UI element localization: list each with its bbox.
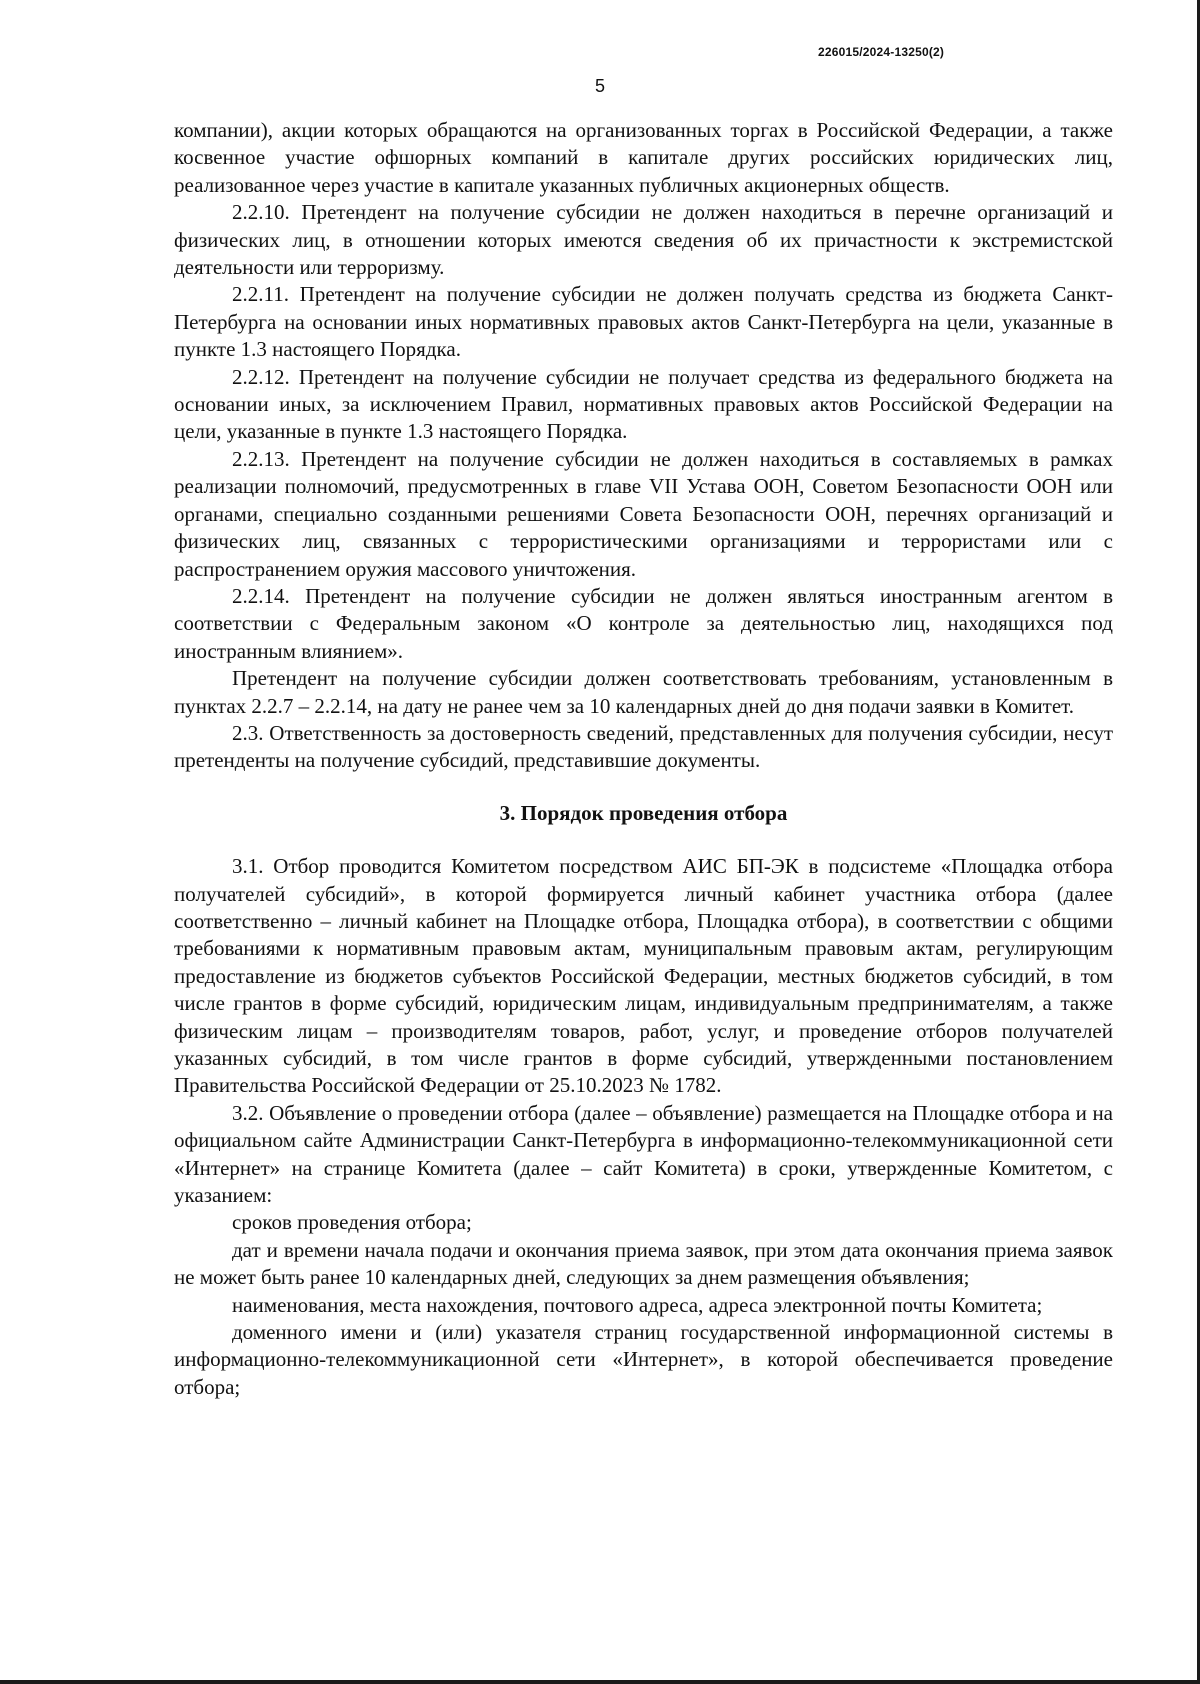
document-body xyxy=(174,117,1113,1401)
paragraph-2-3: 2.3. Ответственность за достоверность сведений, представленных для получения субсидии, несут претенденты на получение субсидий, представившие документы. xyxy=(174,720,1113,773)
paragraph-3-2: 3.2. Объявление о проведении отбора (далее – объявление) размещается на Площадке отбора и на официальном сайте Администрации Санкт-Петербурга в информационно-телекоммуникационной сети «Интернет» на странице Комитета (далее – сайт Комитета) в сроки, утвержденные Комитетом, с указанием: xyxy=(174,1100,1113,1208)
paragraph-requirements-date: Претендент на получение субсидии должен соответствовать требованиям, установленным в пунктах 2.2.7 – 2.2.14, на дату не ранее чем за 10 календарных дней до дня подачи заявки в Комитет. xyxy=(174,666,1113,718)
paragraph-2-2-11: 2.2.11. Претендент на получение субсидии не должен получать средства из бюджета Санкт-Петербурга на основании иных нормативных правовых актов Санкт-Петербурга на цели, указанные в пункте 1.3 настоящего Порядка. xyxy=(174,282,1113,362)
page-number: 5 xyxy=(594,76,605,96)
paragraph-2-2-10: 2.2.10. Претендент на получение субсидии не должен находиться в перечне организаций и физических лиц, в отношении которых имеются сведения об их причастности к экстремистской деятельности или терроризму. xyxy=(174,200,1113,280)
section-heading: 3. Порядок проведения отбора xyxy=(499,800,788,825)
list-item: дат и времени начала подачи и окончания приема заявок, при этом дата окончания приема заявок не может быть ранее 10 календарных дней, следующих за днем размещения объявления; xyxy=(174,1237,1113,1290)
list-item: сроков проведения отбора; xyxy=(232,1210,472,1235)
paragraph-3-1: 3.1. Отбор проводится Комитетом посредством АИС БП-ЭК в подсистеме «Площадка отбора получателей субсидий», в которой формируется личный кабинет участника отбора (далее соответственно – личный кабинет на Площадке отбора, Площадка отбора), в соответствии с общими требованиями к нормативным правовым актам, муниципальным правовым актам, регулирующим предоставление из бюджетов субъектов Российской Федерации, местных бюджетов субсидий, в том числе грантов в форме субсидий, юридическим лицам, индивидуальным предпринимателям, а также физическим лицам – производителям товаров, работ, услуг, и проведение отборов получателей указанных субсидий, в том числе грантов в форме субсидий, утвержденными постановлением Правительства Российской Федерации от 25.10.2023 № 1782. xyxy=(174,854,1113,1098)
paragraph: компании), акции которых обращаются на организованных торгах в Российской Федерации, а также косвенное участие офшорных компаний в капитале других российских юридических лиц, реализованное через участие в капитале указанных публичных акционерных обществ. xyxy=(174,118,1113,197)
list-item: наименования, места нахождения, почтового адреса, адреса электронной почты Комитета; xyxy=(232,1292,1043,1317)
list-item: доменного имени и (или) указателя страниц государственной информационной системы в информационно-телекоммуникационной сети «Интернет», в которой обеспечивается проведение отбора; xyxy=(174,1320,1113,1399)
paragraph-2-2-12: 2.2.12. Претендент на получение субсидии не получает средства из федерального бюджета на основании иных, за исключением Правил, нормативных правовых актов Российской Федерации на цели, указанные в пункте 1.3 настоящего Порядка. xyxy=(174,364,1113,444)
paragraph-2-2-13: 2.2.13. Претендент на получение субсидии не должен находиться в составляемых в рамках реализации полномочий, предусмотренных в главе VII Устава ООН, Советом Безопасности ООН или органами, специально созданными решениями Совета Безопасности ООН, перечнях организаций и физических лиц, связанных с террористическими организациями и террористами или с распространением оружия массового уничтожения. xyxy=(174,446,1113,581)
paragraph-2-2-14: 2.2.14. Претендент на получение субсидии не должен являться иностранным агентом в соответствии с Федеральным законом «О контроле за деятельностью лиц, находящихся под иностранным влиянием». xyxy=(174,583,1113,663)
document-number: 226015/2024-13250(2) xyxy=(818,45,945,59)
scan-edge-bottom xyxy=(0,1680,1200,1684)
